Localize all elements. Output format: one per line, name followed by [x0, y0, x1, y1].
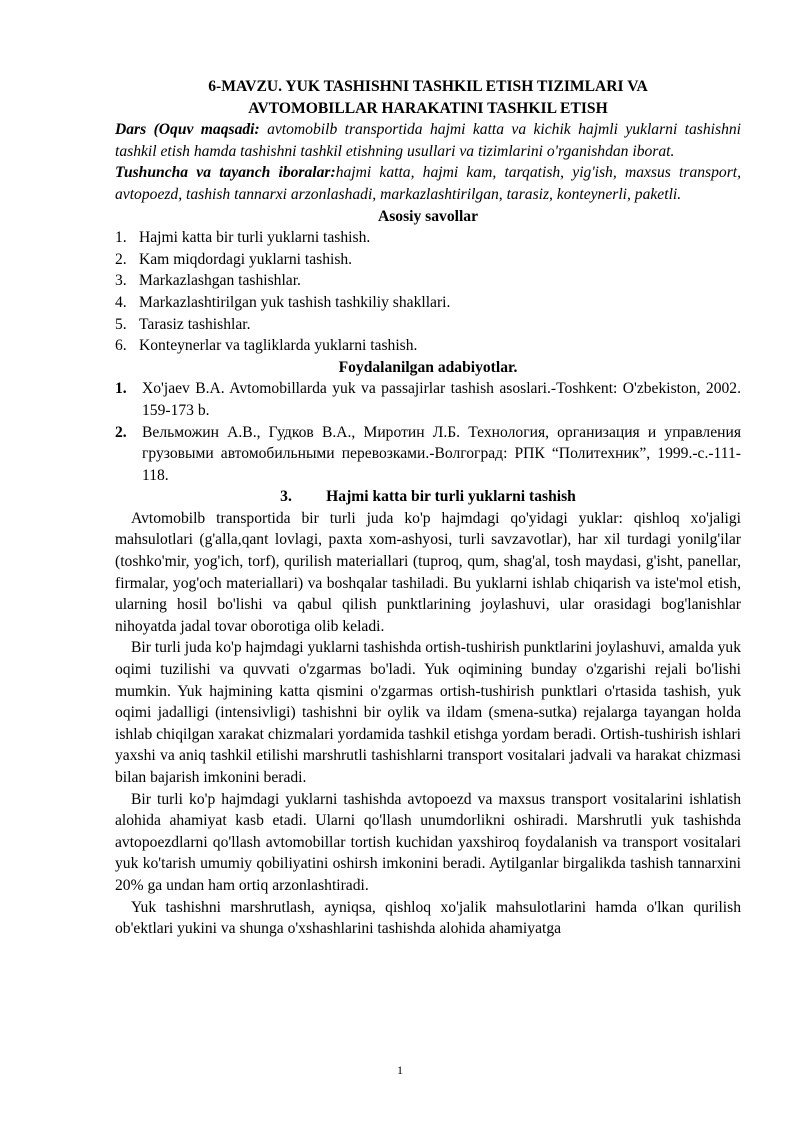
title-line-1: 6-MAVZU. YUK TASHISHNI TASHKIL ETISH TIZIMLARI VA: [208, 78, 648, 95]
questions-list: [115, 227, 741, 357]
body-paragraph: Avtomobilb transportida bir turli juda ko'p hajmdagi qo'yidagi yuklar: qishloq xo'jaligi mahsulotlari (g'alla,qant lovlagi, paxta xom-ashyosi, turli savzavotlar), har xil turdagi yonilg'ilar (toshko'mir, yog'ich, torf), qurilish materiallari (tuproq, qum, shag'al, tosh maydasi, g'isht, panellar, firmalar, yog'och materiallari) va boshqalar tashiladi. Bu yuklarni ishlab chiqarish va iste'mol etish, ularning hosil bo'lishi va qabul qilish punktlarining joylashuvi, ular orasidagi bog'lanishlar nihoyatda jadal tovar oborotiga olib keladi.: [115, 509, 741, 635]
questions-heading: Asosiy savollar: [377, 207, 479, 225]
reference-text: Вельможин А.В., Гудков В.А., Миротин Л.Б. Технология, организация и управления грузовыми автомобильными перевозками.-Волгоград: РПК “Политехник”, 1999.-с.-111-118.: [142, 423, 741, 484]
question-item: [115, 335, 741, 357]
question-number: 2.: [115, 250, 127, 268]
lesson-goal: [115, 119, 741, 162]
question-number: 5.: [115, 315, 127, 333]
keywords-label: Tushuncha va tayanch iboralar:: [115, 164, 336, 182]
section-title: Hajmi katta bir turli yuklarni tashish: [326, 488, 576, 506]
question-number: 6.: [115, 337, 127, 355]
lesson-goal-text: avtomobilb transportida hajmi katta va kichik hajmli yuklarni tashishni tashkil etish hamda tashishni tashkil etishning usullari va tizimlarini o'rganishdan iborat.: [115, 121, 741, 160]
question-text: Markazlashgan tashishlar.: [139, 272, 301, 290]
section-number: 3.: [280, 488, 292, 506]
keywords: [115, 162, 741, 205]
reference-number: 1.: [115, 380, 127, 398]
question-item: [115, 292, 741, 314]
question-item: [115, 270, 741, 292]
keywords-text: hajmi katta, hajmi kam, tarqatish, yig'ish, maxsus transport, avtopoezd, tashish tannarxi arzonlashadi, markazlashtirilgan, tarasiz, konteynerli, paketli.: [115, 164, 741, 203]
question-text: Tarasiz tashishlar.: [139, 315, 251, 333]
question-number: 4.: [115, 293, 127, 311]
question-text: Markazlashtirilgan yuk tashish tashkiliy shakllari.: [139, 293, 451, 311]
document-page: [115, 76, 741, 940]
references-list: [115, 378, 741, 486]
title-line-2: AVTOMOBILLAR HARAKATINI TASHKIL ETISH: [248, 99, 608, 117]
reference-item: [115, 378, 741, 421]
question-item: [115, 227, 741, 249]
reference-number: 2.: [115, 423, 127, 441]
question-item: [115, 249, 741, 271]
section-heading: [115, 486, 741, 508]
question-text: Konteynerlar va tagliklarda yuklarni tashish.: [139, 337, 418, 355]
page-number: 1: [397, 1063, 403, 1077]
question-text: Kam miqdordagi yuklarni tashish.: [139, 250, 353, 268]
question-text: Hajmi katta bir turli yuklarni tashish.: [139, 229, 371, 247]
reference-text: Xo'jaev B.A. Avtomobillarda yuk va passajirlar tashish asoslari.-Toshkent: O'zbekiston, 2002. 159-173 b.: [142, 380, 741, 419]
reference-item: [115, 422, 741, 487]
question-item: [115, 314, 741, 336]
question-number: 3.: [115, 272, 127, 290]
body-paragraph: Bir turli ko'p hajmdagi yuklarni tashishda avtopoezd va maxsus transport vositalarini ishlatish alohida ahamiyat kasb etadi. Ularni qo'llash unumdorlikni oshiradi. Marshrutli yuk tashishda avtopoezdlarni qo'llash avtomobillar tortish kuchidan yaxshiroq foydalanish va transport vositalari yuk ko'tarish umumiy qobiliyatini oshirsh imkonini beradi. Aytilganlar birgalikda tashish tannarxini 20% ga undan ham ortiq arzonlashtiradi.: [115, 790, 741, 894]
lesson-goal-label: Dars (Oquv maqsadi:: [115, 121, 260, 139]
body-paragraph: Bir turli juda ko'p hajmdagi yuklarni tashishda ortish-tushirish punktlarini joylashuvi, amalda yuk oqimi tuzilishi va quvvati o'zgarmas bo'ladi. Yuk oqimining bunday o'zgarishi rejali bo'lishi mumkin. Yuk hajmining katta qismini o'zgarmas ortish-tushirish punktlari o'rtasida tashish, yuk oqimi jadalligi (intensivligi) tashishni bir oylik va ildam (smena-sutka) rejalarga tayangan holda ishlab chiqilgan xarakat chizmalari yordamida tashkil etishga yordam beradi. Ortish-tushirish ishlari yaxshi va aniq tashkil etilishi marshrutli tashishlarni transport vositalari jadvali va harakat chizmasi bilan bajarish imkonini beradi.: [115, 639, 742, 786]
question-number: 1.: [115, 229, 127, 247]
references-heading: Foydalanilgan adabiyotlar.: [338, 358, 518, 376]
body-paragraph: Yuk tashishni marshrutlash, ayniqsa, qishloq xo'jalik mahsulotlarini hamda o'lkan qurilish ob'ektlari yukini va shunga o'xshashlarini tashishda alohida ahamiyatga: [115, 898, 741, 938]
